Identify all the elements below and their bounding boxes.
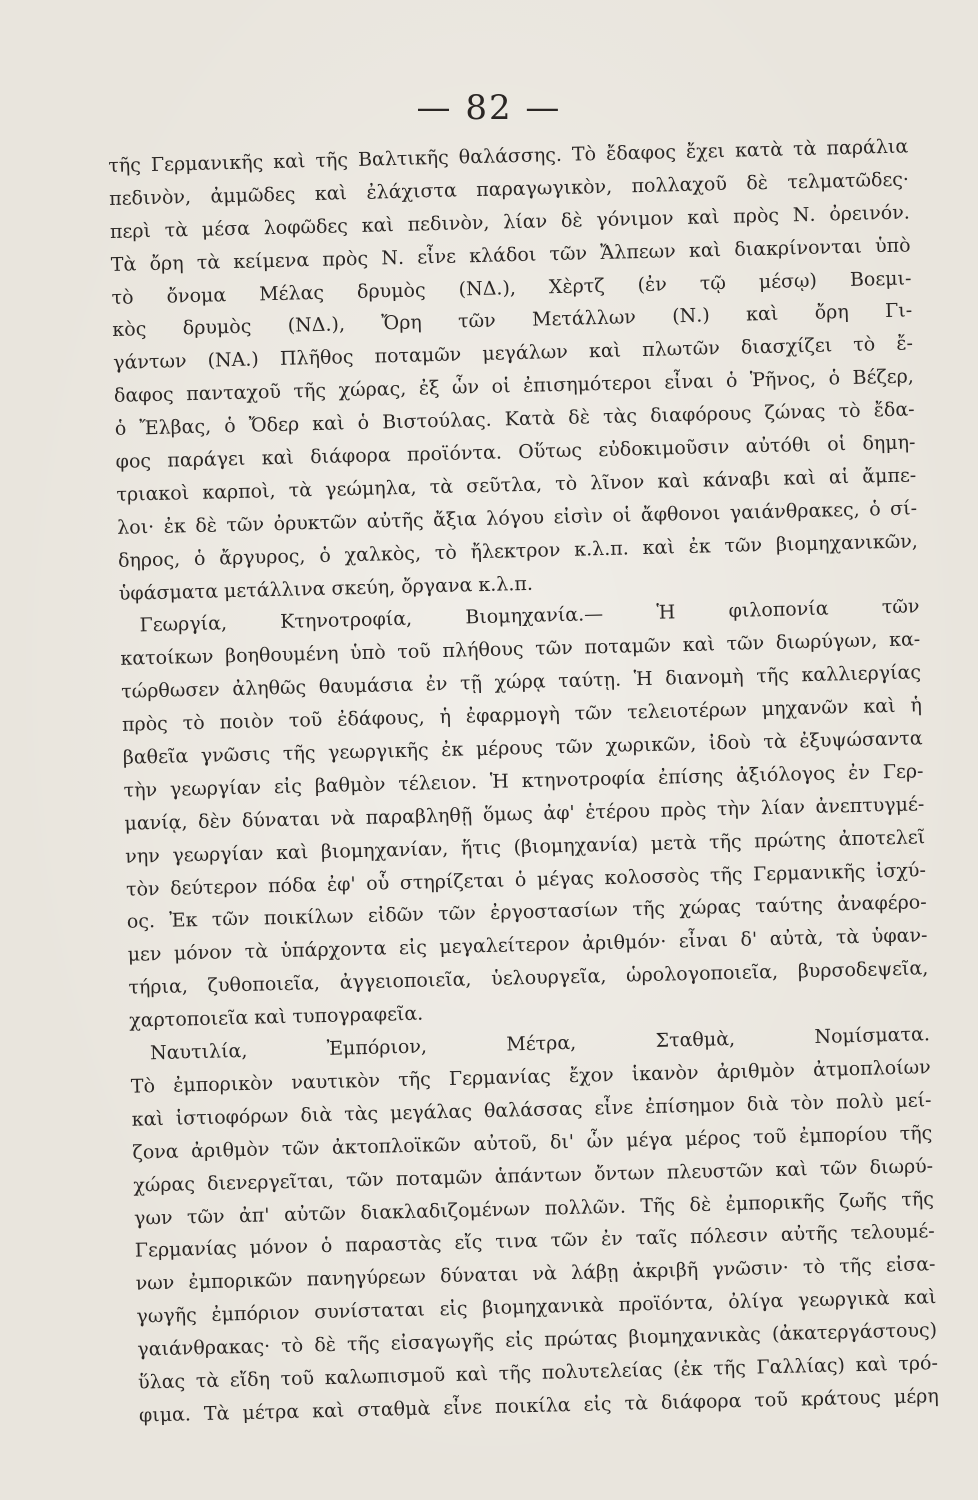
text-line: Τὰ ὄρη τὰ κείμενα πρὸς Ν. εἶνε κλάδοι τῶν Ἄλπεων καὶ διακρίνονται ὑπὸ <box>110 234 911 276</box>
text-line: γάντων (ΝΑ.) Πλῆθος ποταμῶν μεγάλων καὶ πλωτῶν διασχίζει τὸ ἔ- <box>112 332 914 375</box>
body-text <box>108 130 939 1432</box>
text-line: τὴν γεωργίαν εἰς βαθμὸν τέλειον. Ἡ κτηνοτροφία ἐπίσης ἀξιόλογος ἐν Γερ- <box>123 760 924 802</box>
text-line: πεδινὸν, ἀμμῶδες καὶ ἐλάχιστα παραγωγικὸν, πολλαχοῦ δὲ τελματῶδες· <box>108 168 910 210</box>
text-line: ζονα ἀριθμὸν τῶν ἀκτοπλοϊκῶν αὐτοῦ, δι' ὧν μέγα μέρος τοῦ ἐμπορίου τῆς <box>132 1121 933 1164</box>
text-line: χαρτοποιεῖα καὶ τυπογραφεῖα. <box>129 1002 424 1032</box>
text-line: βαθεῖα γνῶσις τῆς γεωργικῆς ἐκ μέρους τῶν χωρικῶν, ἰδοὺ τὰ ἐξυψώσαντα <box>122 727 923 769</box>
text-line: κὸς δρυμὸς (ΝΔ.), Ὄρη τῶν Μετάλλων (Ν.) καὶ ὄρη Γι- <box>112 299 913 342</box>
text-line: τὸ ὄνομα Μέλας δρυμὸς (ΝΔ.), Χὲρτζ (ἐν τῷ μέσῳ) Βοεμι- <box>111 266 912 309</box>
text-line: ος. Ἐκ τῶν ποικίλων εἰδῶν τῶν ἐργοστασίων τῆς χώρας ταύτης ἀναφέρο- <box>126 891 927 934</box>
text-line: χώρας διενεργεῖται, τῶν ποταμῶν ἁπάντων ὄντων πλευστῶν καὶ τῶν διωρύ- <box>133 1154 934 1197</box>
text-line: γαιάνθρακας· τὸ δὲ τῆς εἰσαγωγῆς εἰς πρώτας βιομηχανικὰς (ἀκατεργάστους) <box>137 1319 938 1361</box>
text-line: τὸν δεύτερον πόδα ἐφ' οὗ στηρίζεται ὁ μέγας κολοσσὸς τῆς Γερμανικῆς ἰσχύ- <box>125 858 927 901</box>
text-line: φος παράγει καὶ διάφορα προϊόντα. Οὕτως εὐδοκιμοῦσιν αὐτόθι οἱ δημη- <box>115 431 916 473</box>
page-number: — 82 — <box>416 88 562 128</box>
text-line: τήρια, ζυθοποιεῖα, ἀγγειοποιεῖα, ὑελουργεῖα, ὡρολογοποιεῖα, βυρσοδεψεῖα, <box>128 957 929 1000</box>
text-line: λοι· ἐκ δὲ τῶν ὀρυκτῶν αὐτῆς ἄξια λόγου εἰσὶν οἱ ἄφθονοι γαιάνθρακες, ὁ σί- <box>116 497 918 539</box>
text-line: ὕλας τὰ εἴδη τοῦ καλωπισμοῦ καὶ τῆς πολυτελείας (ἐκ τῆς Γαλλίας) καὶ τρό- <box>137 1352 939 1394</box>
text-line: ὑφάσματα μετάλλινα σκεύη, ὄργανα κ.λ.π. <box>118 572 534 605</box>
text-line: Τὸ ἐμπορικὸν ναυτικὸν τῆς Γερμανίας ἔχον ἱκανὸν ἀριθμὸν ἀτμοπλοίων <box>130 1056 931 1098</box>
text-line: πρὸς τὸ ποιὸν τοῦ ἐδάφους, ἡ ἐφαρμογὴ τῶν τελειοτέρων μηχανῶν καὶ ἡ <box>121 694 923 736</box>
text-line: περὶ τὰ μέσα λοφῶδες καὶ πεδινὸν, λίαν δὲ γόνιμον καὶ πρὸς Ν. ὀρεινόν. <box>109 201 911 243</box>
text-line: γων τῶν ἀπ' αὐτῶν διακλαδιζομένων πολλῶν. Τῆς δὲ ἐμπορικῆς ζωῆς τῆς <box>133 1187 935 1230</box>
text-line: δαφος πανταχοῦ τῆς χώρας, ἐξ ὧν οἱ ἐπισημότεροι εἶναι ὁ Ῥῆνος, ὁ Βέζερ, <box>113 365 915 408</box>
text-line: ὁ Ἔλβας, ὁ Ὄδερ καὶ ὁ Βιστούλας. Κατὰ δὲ τὰς διαφόρους ζώνας τὸ ἔδα- <box>114 398 915 441</box>
text-line: γωγῆς ἐμπόριον συνίσταται εἰς βιομηχανικὰ προϊόντα, ὀλίγα γεωργικὰ καὶ <box>136 1286 937 1328</box>
text-line: κατοίκων βοηθουμένη ὑπὸ τοῦ πλήθους τῶν ποταμῶν καὶ τῶν διωρύγων, κα- <box>120 628 921 671</box>
text-line: νην γεωργίαν καὶ βιομηχανίαν, ἥτις (βιομηχανία) μετὰ τῆς πρώτης ἀποτελεῖ <box>124 825 926 868</box>
text-line: Γερμανίας μόνον ὁ παραστὰς εἴς τινα τῶν ἐν ταῖς πόλεσιν αὐτῆς τελουμέ- <box>134 1220 935 1263</box>
text-line: φιμα. Τὰ μέτρα καὶ σταθμὰ εἶνε ποικίλα εἰς τὰ διάφορα τοῦ κράτους μέρη <box>138 1384 939 1427</box>
text-line: νων ἐμπορικῶν πανηγύρεων δύναται νὰ λάβῃ ἀκριβῆ γνῶσιν· τὸ τῆς εἰσα- <box>135 1253 936 1295</box>
text-line: Γεωργία, Κτηνοτροφία, Βιομηχανία.— Ἡ φιλοπονία τῶν <box>139 595 920 637</box>
text-line: μανίᾳ, δὲν δύναται νὰ παραβληθῇ ὅμως ἀφ' ἑτέρου πρὸς τὴν λίαν ἀνεπτυγμέ- <box>124 793 925 835</box>
text-line: τριακοὶ καρποὶ, τὰ γεώμηλα, τὰ σεῦτλα, τὸ λῖνον καὶ κάναβι καὶ αἱ ἄμπε- <box>116 464 917 506</box>
text-line: καὶ ἱστιοφόρων διὰ τὰς μεγάλας θαλάσσας εἶνε ἐπίσημον διὰ τὸν πολὺ μεί- <box>131 1088 932 1131</box>
text-line: τώρθωσεν ἀληθῶς θαυμάσια ἐν τῇ χώρᾳ ταύτῃ. Ἡ διανομὴ τῆς καλλιεργίας <box>120 661 922 704</box>
text-line: δηρος, ὁ ἄργυρος, ὁ χαλκὸς, τὸ ἤλεκτρον κ.λ.π. καὶ ἐκ τῶν βιομηχανικῶν, <box>117 530 919 572</box>
text-line: Ναυτιλία, Ἐμπόριον, Μέτρα, Σταθμὰ, Νομίσματα. <box>149 1023 931 1065</box>
text-line: μεν μόνον τὰ ὑπάρχοντα εἰς μεγαλείτερον ἀριθμόν· εἶναι δ' αὐτὰ, τὰ ὑφαν- <box>127 924 928 967</box>
text-line: τῆς Γερμανικῆς καὶ τῆς Βαλτικῆς θαλάσσης. Τὸ ἔδαφος ἔχει κατὰ τὰ παράλια <box>108 135 909 177</box>
